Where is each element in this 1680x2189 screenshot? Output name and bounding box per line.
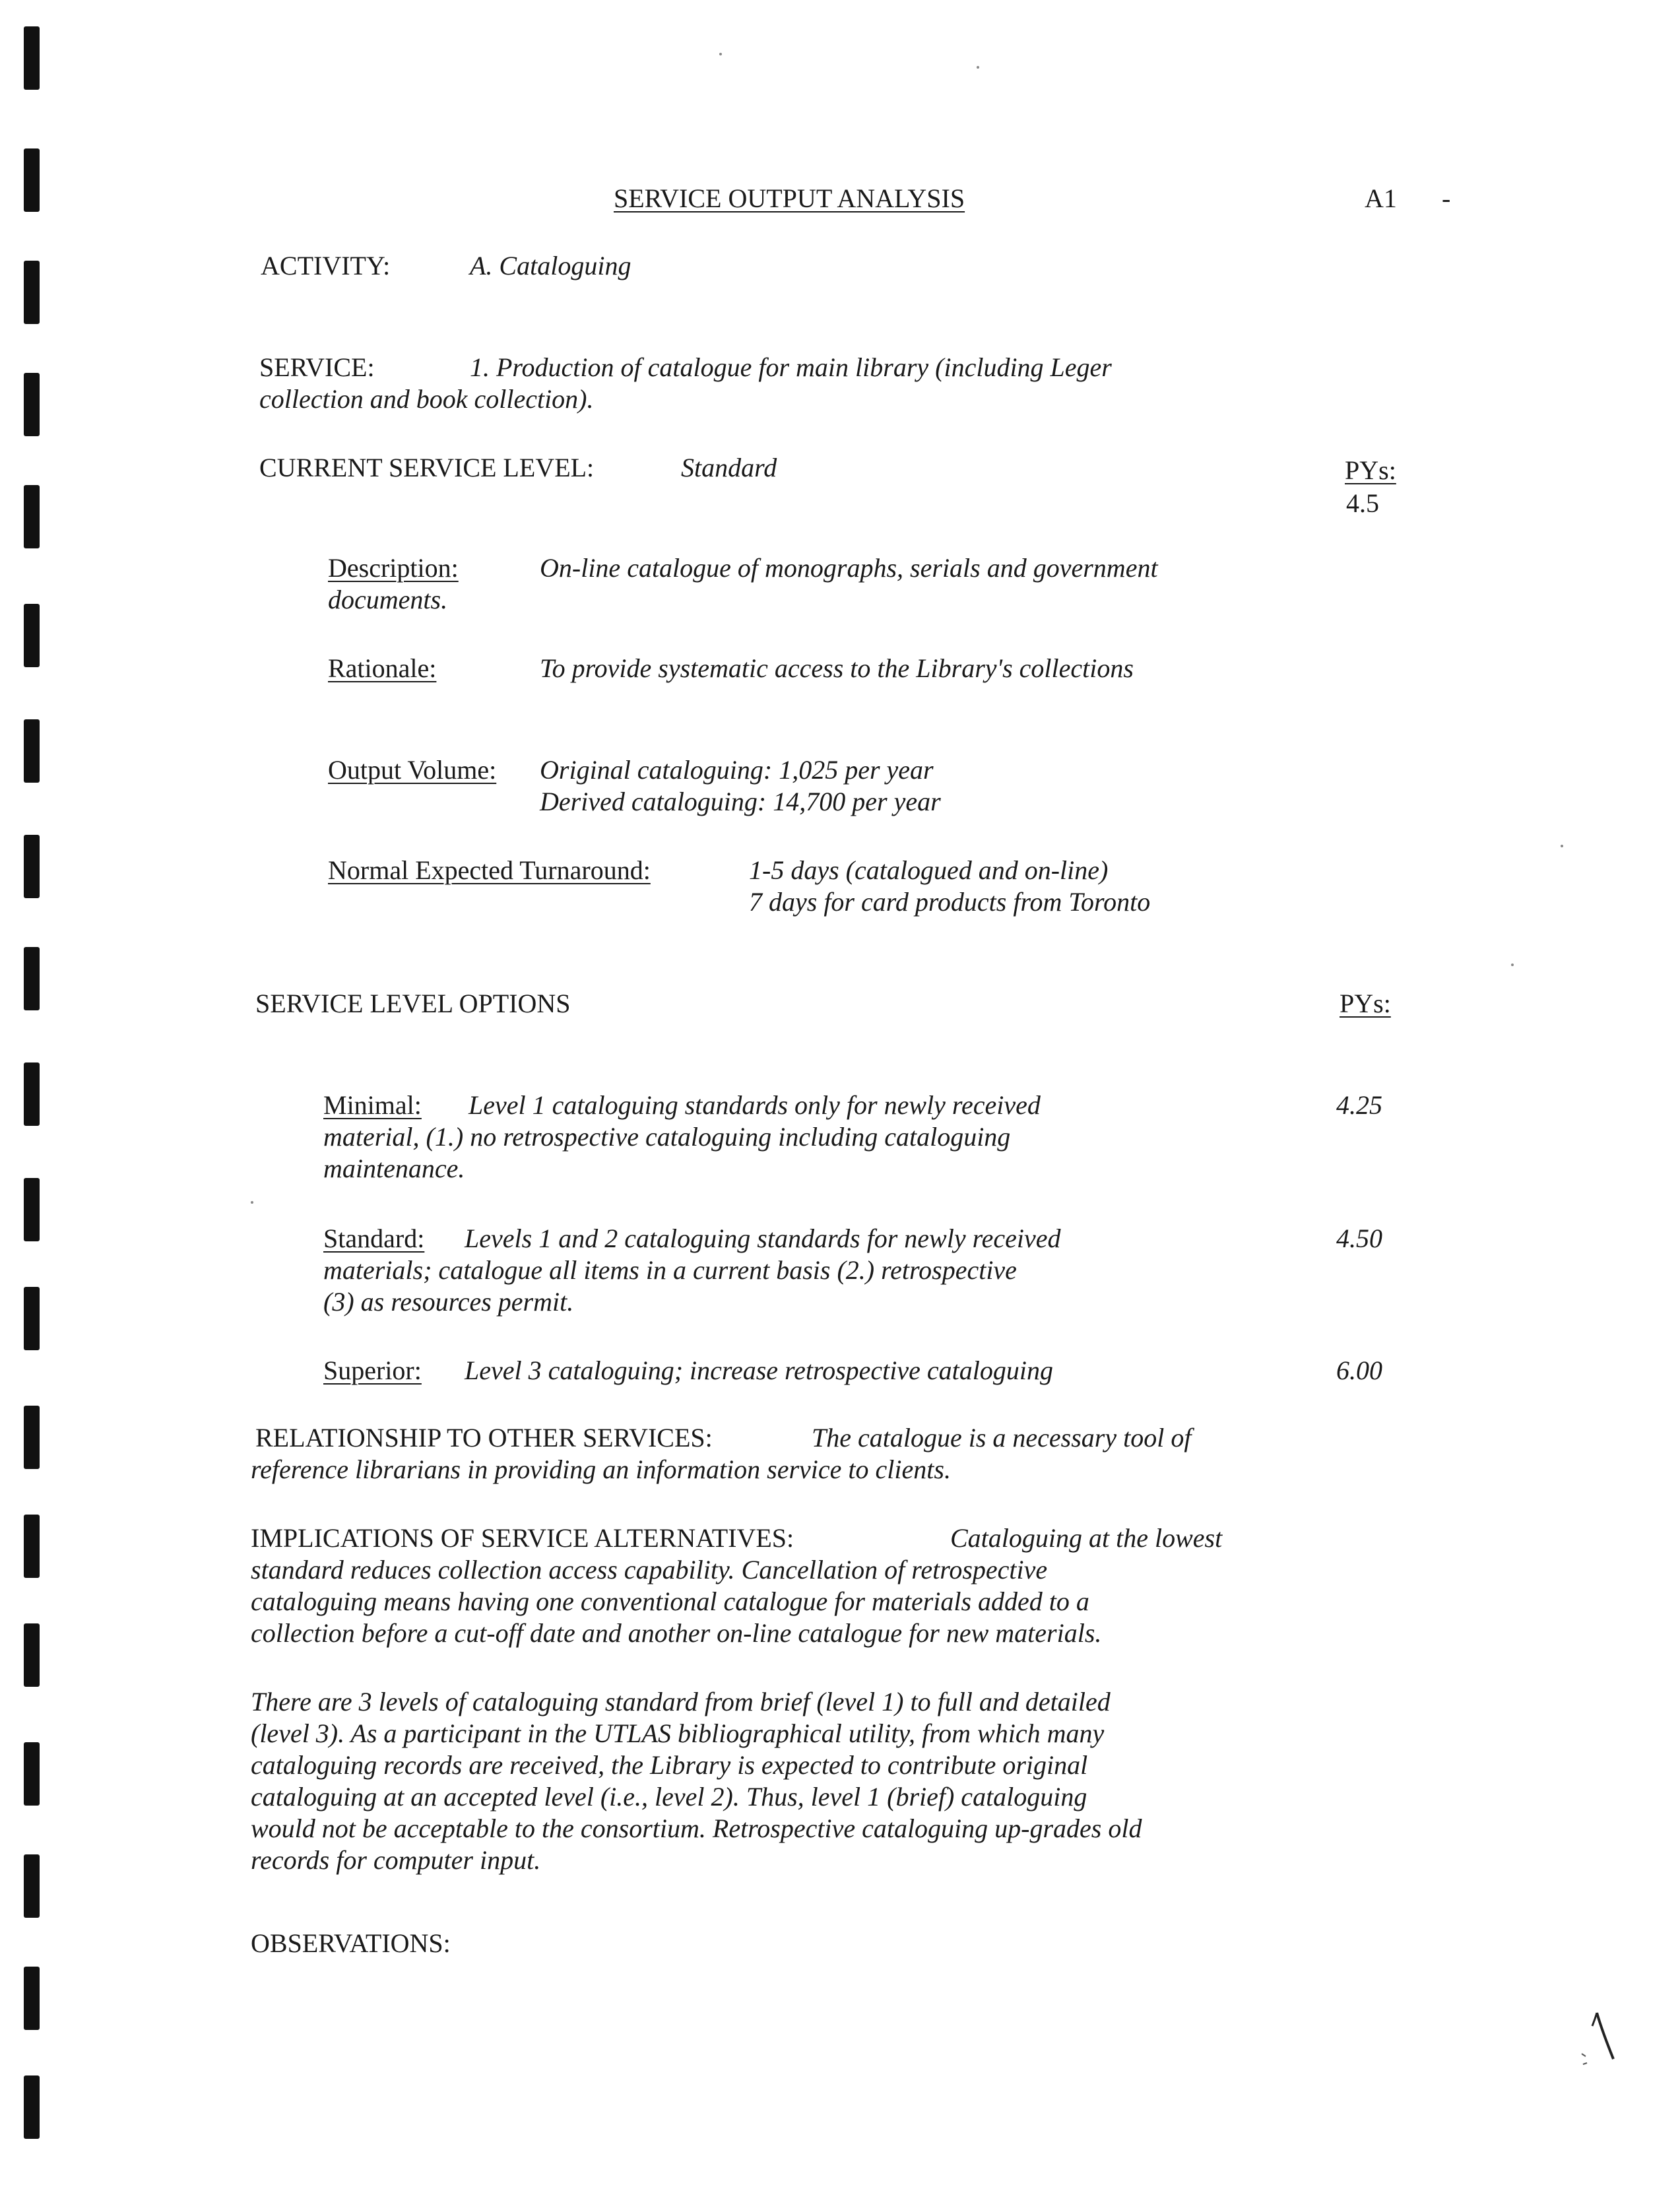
output-volume-line-1: Original cataloguing: 1,025 per year bbox=[540, 755, 934, 785]
relationship-line-2: reference librarians in providing an information service to clients. bbox=[251, 1454, 951, 1484]
relationship-line-1: The catalogue is a necessary tool of bbox=[812, 1423, 1192, 1453]
current-level-value: Standard bbox=[681, 453, 777, 482]
service-line-1: 1. Production of catalogue for main library (including Leger bbox=[470, 352, 1112, 382]
page-code: A1 bbox=[1365, 183, 1397, 213]
scan-speck bbox=[1511, 964, 1514, 966]
superior-pys: 6.00 bbox=[1336, 1356, 1382, 1385]
rationale-value: To provide systematic access to the Library's collections bbox=[540, 653, 1134, 683]
minimal-line-1: Level 1 cataloguing standards only for newly received bbox=[468, 1090, 1041, 1120]
service-line-2: collection and book collection). bbox=[259, 384, 594, 414]
service-label: SERVICE: bbox=[259, 352, 375, 382]
current-pys-label: PYs: bbox=[1345, 455, 1396, 485]
activity-label: ACTIVITY: bbox=[261, 251, 391, 280]
description-line-1: On-line catalogue of monographs, serials and government bbox=[540, 553, 1158, 583]
levels-line-3: cataloguing records are received, the Library is expected to contribute original bbox=[251, 1750, 1088, 1780]
options-pys-label: PYs: bbox=[1340, 989, 1391, 1018]
turnaround-line-2: 7 days for card products from Toronto bbox=[749, 887, 1151, 917]
turnaround-line-1: 1-5 days (catalogued and on-line) bbox=[749, 855, 1109, 885]
standard-pys: 4.50 bbox=[1336, 1224, 1382, 1253]
implications-line-1: Cataloguing at the lowest bbox=[950, 1523, 1223, 1553]
rationale-label: Rationale: bbox=[328, 653, 437, 683]
current-pys-value: 4.5 bbox=[1346, 488, 1379, 518]
scan-speck bbox=[977, 66, 979, 69]
scan-speck bbox=[1561, 845, 1563, 847]
scan-speck bbox=[719, 53, 722, 55]
minimal-pys: 4.25 bbox=[1336, 1090, 1382, 1120]
options-heading: SERVICE LEVEL OPTIONS bbox=[255, 989, 571, 1018]
levels-line-1: There are 3 levels of cataloguing standard from brief (level 1) to full and detailed bbox=[251, 1687, 1111, 1716]
relationship-label: RELATIONSHIP TO OTHER SERVICES: bbox=[255, 1423, 713, 1453]
superior-label: Superior: bbox=[323, 1356, 422, 1385]
turnaround-label: Normal Expected Turnaround: bbox=[328, 855, 651, 885]
minimal-line-3: maintenance. bbox=[323, 1154, 465, 1183]
output-volume-line-2: Derived cataloguing: 14,700 per year bbox=[540, 787, 941, 816]
standard-line-2: materials; catalogue all items in a current basis (2.) retrospective bbox=[323, 1255, 1017, 1285]
levels-line-5: would not be acceptable to the consortium. Retrospective cataloguing up-grades old bbox=[251, 1813, 1142, 1843]
implications-line-2: standard reduces collection access capability. Cancellation of retrospective bbox=[251, 1555, 1048, 1585]
observations-label: OBSERVATIONS: bbox=[251, 1928, 451, 1958]
activity-value: A. Cataloguing bbox=[470, 251, 631, 280]
current-level-label: CURRENT SERVICE LEVEL: bbox=[259, 453, 595, 482]
standard-line-3: (3) as resources permit. bbox=[323, 1287, 574, 1317]
implications-line-3: cataloguing means having one conventional catalogue for materials added to a bbox=[251, 1586, 1089, 1616]
standard-label: Standard: bbox=[323, 1224, 425, 1253]
superior-line-1: Level 3 cataloguing; increase retrospective cataloguing bbox=[465, 1356, 1053, 1385]
minimal-line-2: material, (1.) no retrospective cataloguing including cataloguing bbox=[323, 1122, 1011, 1152]
description-label: Description: bbox=[328, 553, 459, 583]
levels-line-4: cataloguing at an accepted level (i.e., level 2). Thus, level 1 (brief) cataloguing bbox=[251, 1782, 1087, 1812]
implications-line-4: collection before a cut-off date and another on-line catalogue for new materials. bbox=[251, 1618, 1102, 1648]
implications-label: IMPLICATIONS OF SERVICE ALTERNATIVES: bbox=[251, 1523, 794, 1553]
standard-line-1: Levels 1 and 2 cataloguing standards for newly received bbox=[465, 1224, 1061, 1253]
output-volume-label: Output Volume: bbox=[328, 755, 497, 785]
page-dash: - bbox=[1442, 183, 1451, 213]
page-title: SERVICE OUTPUT ANALYSIS bbox=[614, 183, 965, 213]
levels-line-6: records for computer input. bbox=[251, 1845, 541, 1875]
scan-speck bbox=[251, 1201, 253, 1204]
description-line-2: documents. bbox=[328, 585, 448, 614]
minimal-label: Minimal: bbox=[323, 1090, 422, 1120]
handwritten-mark bbox=[1567, 2006, 1620, 2072]
levels-line-2: (level 3). As a participant in the UTLAS bibliographical utility, from which many bbox=[251, 1718, 1105, 1748]
